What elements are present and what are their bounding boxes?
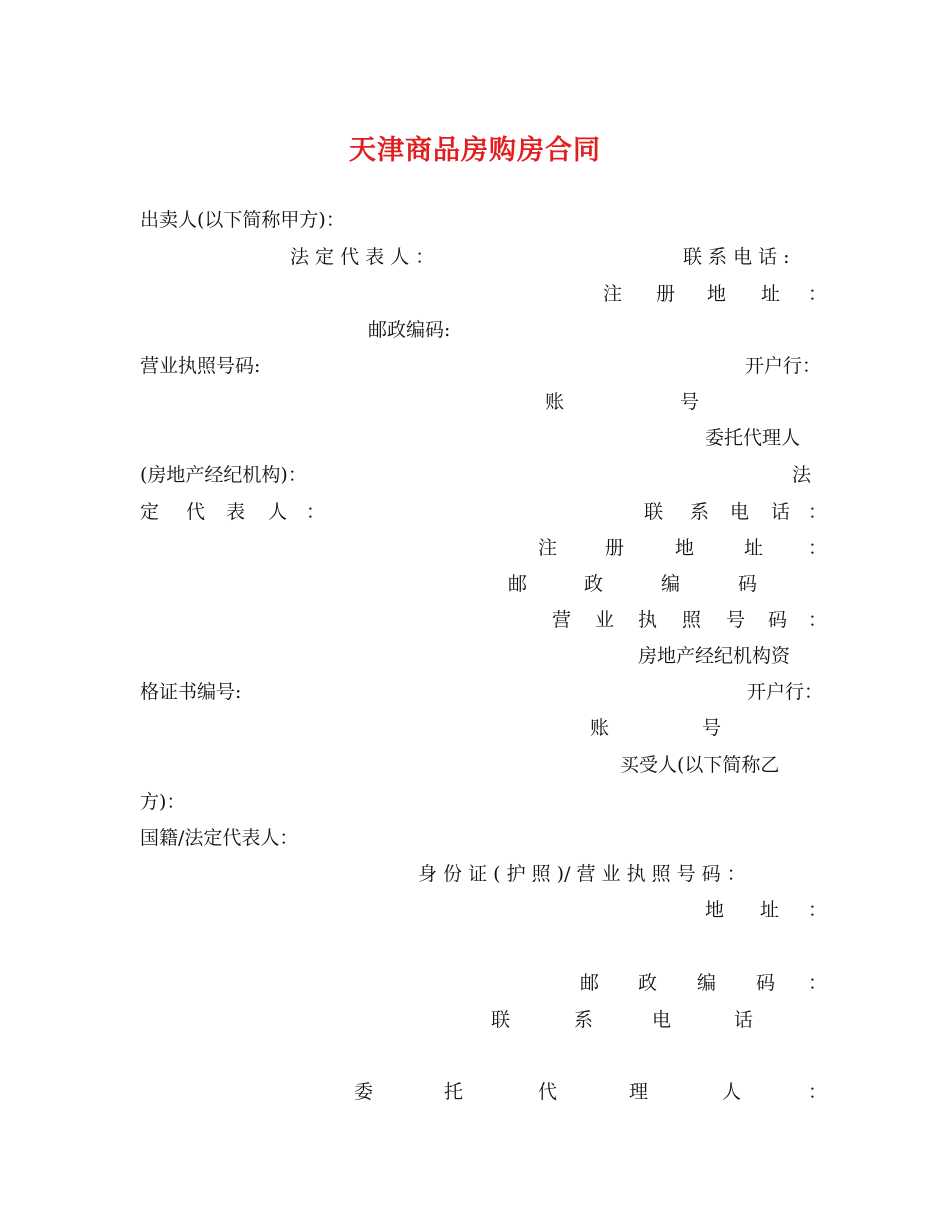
agency-reg-address-char: 址: [744, 537, 764, 559]
buyer-phone-char: 系: [574, 1009, 594, 1031]
business-license-label: 营业执照号码:: [140, 355, 261, 377]
reg-address-char: 地: [707, 283, 727, 305]
agency-postal-char: 编: [661, 573, 681, 595]
account-char: 账: [545, 391, 565, 413]
id-number-label: 身 份 证 ( 护 照 )/ 营 业 执 照 号 码 ：: [418, 863, 746, 885]
agency-label: (房地产经纪机构)：: [140, 464, 307, 486]
reg-address-char: 注: [603, 283, 623, 305]
agency-phone-colon: ：: [808, 501, 828, 523]
legal-rep-label: 法 定 代 表 人 ：: [290, 246, 435, 268]
buyer-phone-char: 联: [491, 1009, 511, 1031]
postal-code-label: 邮政编码:: [368, 319, 451, 341]
buyer-postal-char: 码: [756, 972, 776, 994]
agency-postal-char: 邮: [508, 573, 528, 595]
agency-postal-char: 码: [738, 573, 758, 595]
buyer-address-char: 地: [705, 899, 725, 921]
agency-legal-rep-char: 表: [226, 501, 246, 523]
agency-reg-address-colon: ：: [808, 537, 828, 559]
buyer-postal-char: 邮: [580, 972, 600, 994]
agency-phone-char: 联: [644, 501, 664, 523]
agency-legal-rep-char: 人: [268, 501, 288, 523]
agency-license-char: 业: [595, 609, 615, 631]
agency-legal-rep-char: 定: [140, 501, 160, 523]
buyer-address-colon: ：: [808, 899, 828, 921]
agency-phone-char: 系: [690, 501, 710, 523]
agency-reg-address-char: 注: [538, 537, 558, 559]
buyer-postal-char: 编: [697, 972, 717, 994]
reg-address-colon: ：: [808, 283, 828, 305]
agency-postal-char: 政: [584, 573, 604, 595]
buyer-agent-char: 人: [722, 1081, 742, 1103]
buyer-postal-colon: ：: [808, 972, 828, 994]
account-char: 号: [680, 391, 700, 413]
buyer-agent-char: 托: [444, 1081, 464, 1103]
buyer-agent-char: 理: [629, 1081, 649, 1103]
buyer-phone-char: 话: [734, 1009, 754, 1031]
agency-legal-rep-fa: 法: [792, 464, 812, 486]
agency-license-char: 码: [768, 609, 788, 631]
document-title: 天津商品房购房合同: [349, 135, 601, 166]
agency-reg-address-char: 册: [605, 537, 625, 559]
agency-license-colon: ：: [808, 609, 828, 631]
buyer-address-char: 址: [760, 899, 780, 921]
buyer-agent-char: 委: [354, 1081, 374, 1103]
agency-legal-rep-char: 代: [186, 501, 206, 523]
agency-phone-char: 电: [730, 501, 750, 523]
agent-intro: 委托代理人: [705, 427, 801, 449]
reg-address-char: 址: [761, 283, 781, 305]
buyer-agent-colon: ：: [808, 1081, 828, 1103]
agency-qualification-b: 格证书编号:: [140, 681, 242, 703]
agency-account-char: 号: [702, 717, 722, 739]
nationality-label: 国籍/法定代表人：: [140, 827, 299, 849]
buyer-intro-a: 买受人(以下简称乙: [620, 754, 780, 776]
phone-label: 联 系 电 话 :: [683, 246, 790, 268]
seller-intro: 出卖人(以下简称甲方)：: [140, 209, 345, 231]
agency-license-char: 照: [682, 609, 702, 631]
reg-address-char: 册: [656, 283, 676, 305]
agency-bank-label: 开户行：: [747, 681, 824, 703]
buyer-agent-char: 代: [538, 1081, 558, 1103]
agency-license-char: 号: [726, 609, 746, 631]
agency-reg-address-char: 地: [675, 537, 695, 559]
agency-qualification-a: 房地产经纪机构资: [638, 645, 791, 667]
buyer-postal-char: 政: [638, 972, 658, 994]
agency-legal-rep-colon: ：: [306, 501, 326, 523]
agency-account-char: 账: [590, 717, 610, 739]
agency-phone-char: 话: [771, 501, 791, 523]
agency-license-char: 营: [552, 609, 572, 631]
buyer-intro-b: 方)：: [140, 791, 186, 813]
buyer-phone-char: 电: [652, 1009, 672, 1031]
agency-license-char: 执: [638, 609, 658, 631]
bank-label: 开户行：: [745, 355, 822, 377]
